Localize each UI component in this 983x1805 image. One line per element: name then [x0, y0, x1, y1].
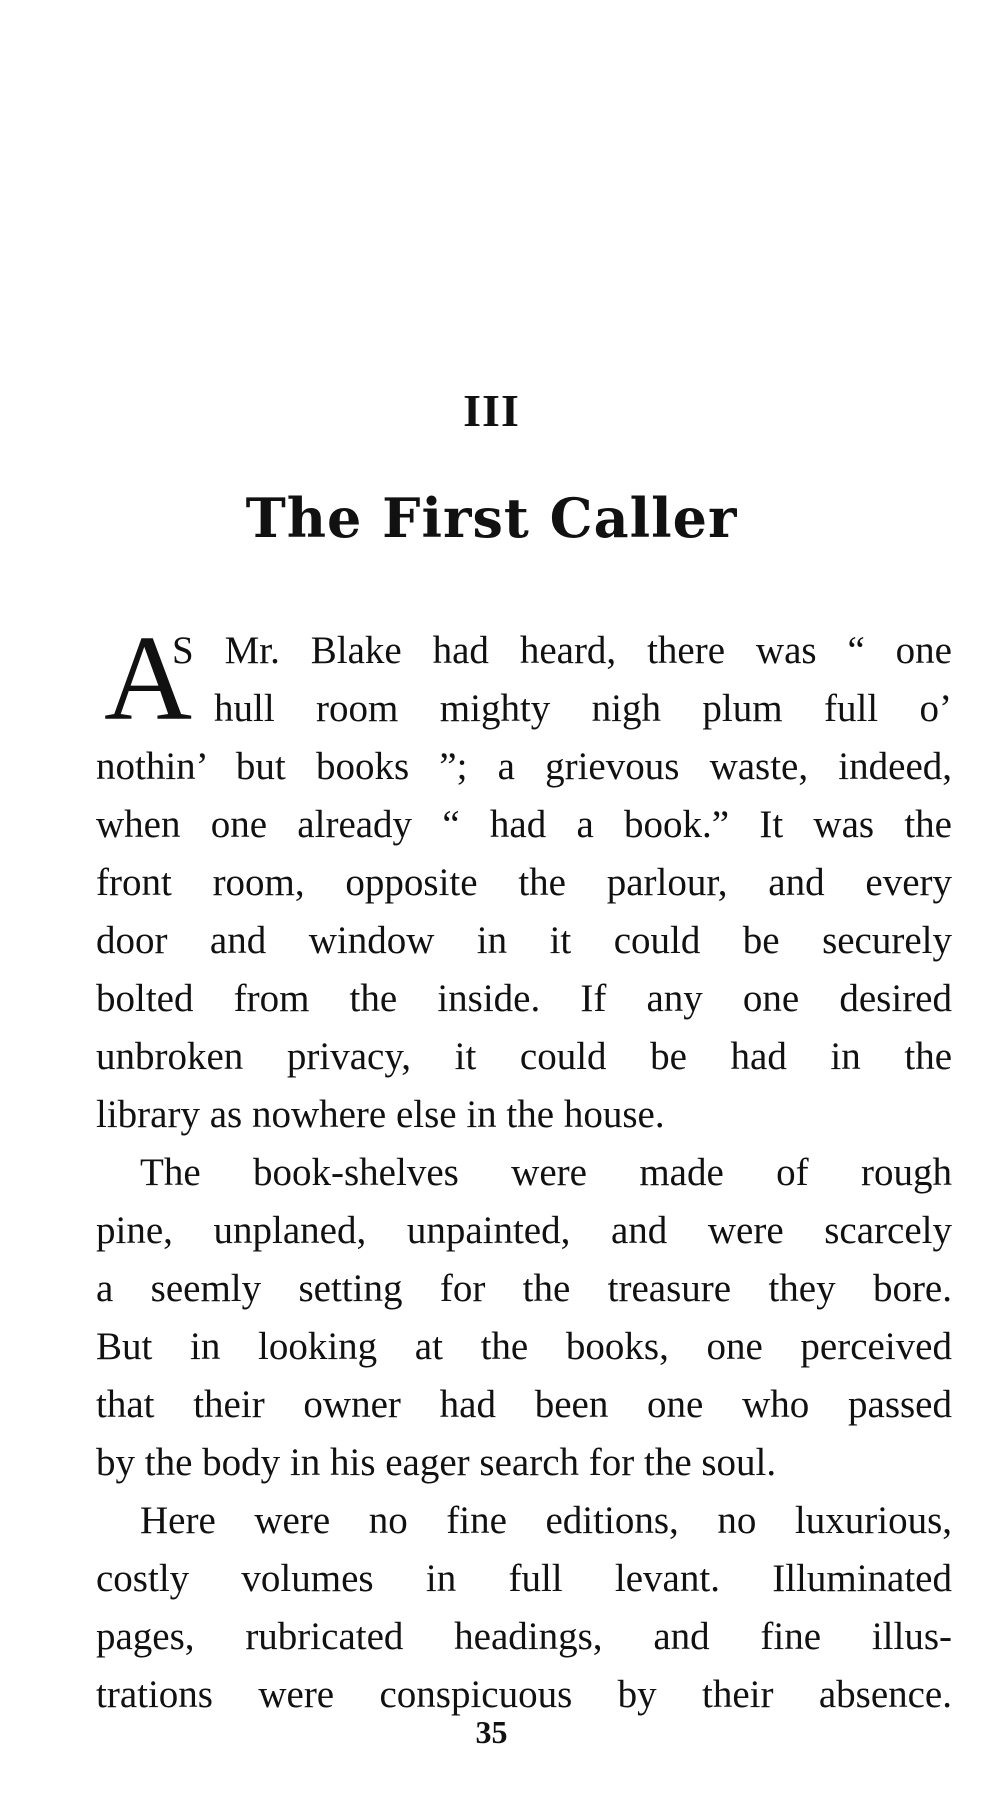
text-line: library as nowhere else in the house.	[96, 1093, 665, 1136]
text-line: bolted from the inside. If any one desired	[96, 977, 952, 1020]
text-line: The book-shelves were made of rough	[140, 1151, 952, 1194]
paragraph-2	[96, 1144, 952, 1492]
text-line: pine, unplaned, unpainted, and were scarcely	[96, 1209, 952, 1252]
text-line: hull room mighty nigh plum full o’	[214, 687, 952, 730]
drop-cap-letter: A	[104, 611, 193, 746]
text-line: when one already “ had a book.” It was the	[96, 803, 952, 846]
text-line: unbroken privacy, it could be had in the	[96, 1035, 952, 1078]
text-line: Here were no fine editions, no luxurious,	[140, 1499, 952, 1542]
text-line: a seemly setting for the treasure they bore.	[96, 1267, 952, 1310]
chapter-number: III	[463, 385, 520, 436]
text-line: front room, opposite the parlour, and every	[96, 861, 952, 904]
text-line: S Mr. Blake had heard, there was “ one	[172, 629, 952, 672]
text-line: costly volumes in full levant. Illuminated	[96, 1557, 952, 1600]
body-text	[96, 622, 952, 1724]
text-line: that their owner had been one who passed	[96, 1383, 952, 1426]
text-line: by the body in his eager search for the soul.	[96, 1441, 777, 1484]
page-number: 35	[475, 1714, 508, 1750]
text-line: pages, rubricated headings, and fine illus-	[96, 1615, 952, 1658]
text-line: nothin’ but books ”; a grievous waste, indeed,	[96, 745, 952, 788]
text-line: trations were conspicuous by their absence.	[96, 1673, 952, 1716]
paragraph-3	[96, 1492, 952, 1724]
text-line: door and window in it could be securely	[96, 919, 952, 962]
text-line: But in looking at the books, one perceived	[96, 1325, 952, 1368]
chapter-title: The First Caller	[245, 486, 738, 550]
paragraph-1	[96, 622, 952, 1144]
